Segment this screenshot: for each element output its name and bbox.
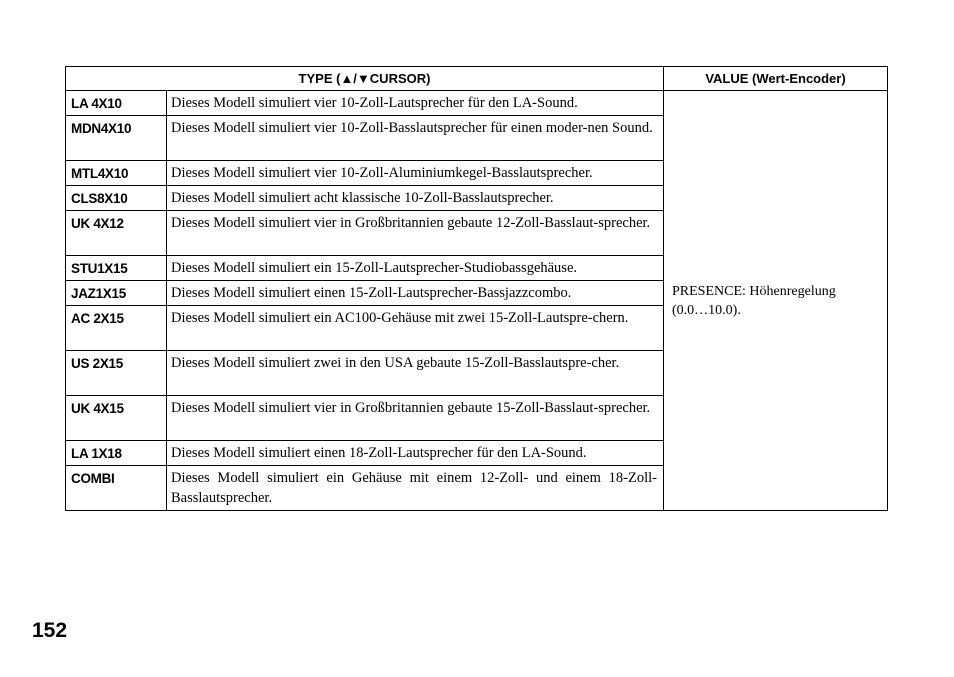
model-name: STU1X15 [66, 256, 167, 281]
page-number: 152 [32, 619, 68, 642]
model-description: Dieses Modell simuliert ein AC100-Gehäuse mit zwei 15-Zoll-Lautspre-chern. [167, 306, 664, 351]
value-cell [664, 91, 888, 511]
model-description: Dieses Modell simuliert ein 15-Zoll-Lautsprecher-Studiobassgehäuse. [167, 256, 664, 281]
value-column-header: VALUE (Wert-Encoder) [664, 67, 888, 91]
model-description: Dieses Modell simuliert einen 18-Zoll-Lautsprecher für den LA-Sound. [167, 441, 664, 466]
model-description: Dieses Modell simuliert vier in Großbritannien gebaute 15-Zoll-Basslaut-sprecher. [167, 396, 664, 441]
model-description: Dieses Modell simuliert einen 15-Zoll-Lautsprecher-Bassjazzcombo. [167, 281, 664, 306]
model-name: LA 1X18 [66, 441, 167, 466]
model-table [65, 66, 888, 511]
type-column-header: TYPE (▲/▼CURSOR) [66, 67, 664, 91]
model-name: COMBI [66, 466, 167, 511]
model-description: Dieses Modell simuliert ein Gehäuse mit einem 12-Zoll- und einem 18-Zoll-Basslautsprecher. [167, 466, 664, 511]
model-name: LA 4X10 [66, 91, 167, 116]
model-name: MTL4X10 [66, 161, 167, 186]
table-header-row [66, 67, 888, 91]
model-description: Dieses Modell simuliert acht klassische 10-Zoll-Basslautsprecher. [167, 186, 664, 211]
value-line-1: PRESENCE: Höhenregelung [672, 283, 836, 299]
model-name: AC 2X15 [66, 306, 167, 351]
value-line-2: (0.0…10.0). [672, 302, 741, 318]
model-description: Dieses Modell simuliert vier 10-Zoll-Aluminiumkegel-Basslautsprecher. [167, 161, 664, 186]
model-name: UK 4X12 [66, 211, 167, 256]
model-description: Dieses Modell simuliert vier 10-Zoll-Lautsprecher für den LA-Sound. [167, 91, 664, 116]
model-name: CLS8X10 [66, 186, 167, 211]
model-description: Dieses Modell simuliert vier 10-Zoll-Basslautsprecher für einen moder-nen Sound. [167, 116, 664, 161]
model-name: MDN4X10 [66, 116, 167, 161]
model-description: Dieses Modell simuliert zwei in den USA gebaute 15-Zoll-Basslautspre-cher. [167, 351, 664, 396]
model-description: Dieses Modell simuliert vier in Großbritannien gebaute 12-Zoll-Basslaut-sprecher. [167, 211, 664, 256]
model-name: US 2X15 [66, 351, 167, 396]
table-row [66, 91, 888, 116]
model-name: JAZ1X15 [66, 281, 167, 306]
model-name: UK 4X15 [66, 396, 167, 441]
